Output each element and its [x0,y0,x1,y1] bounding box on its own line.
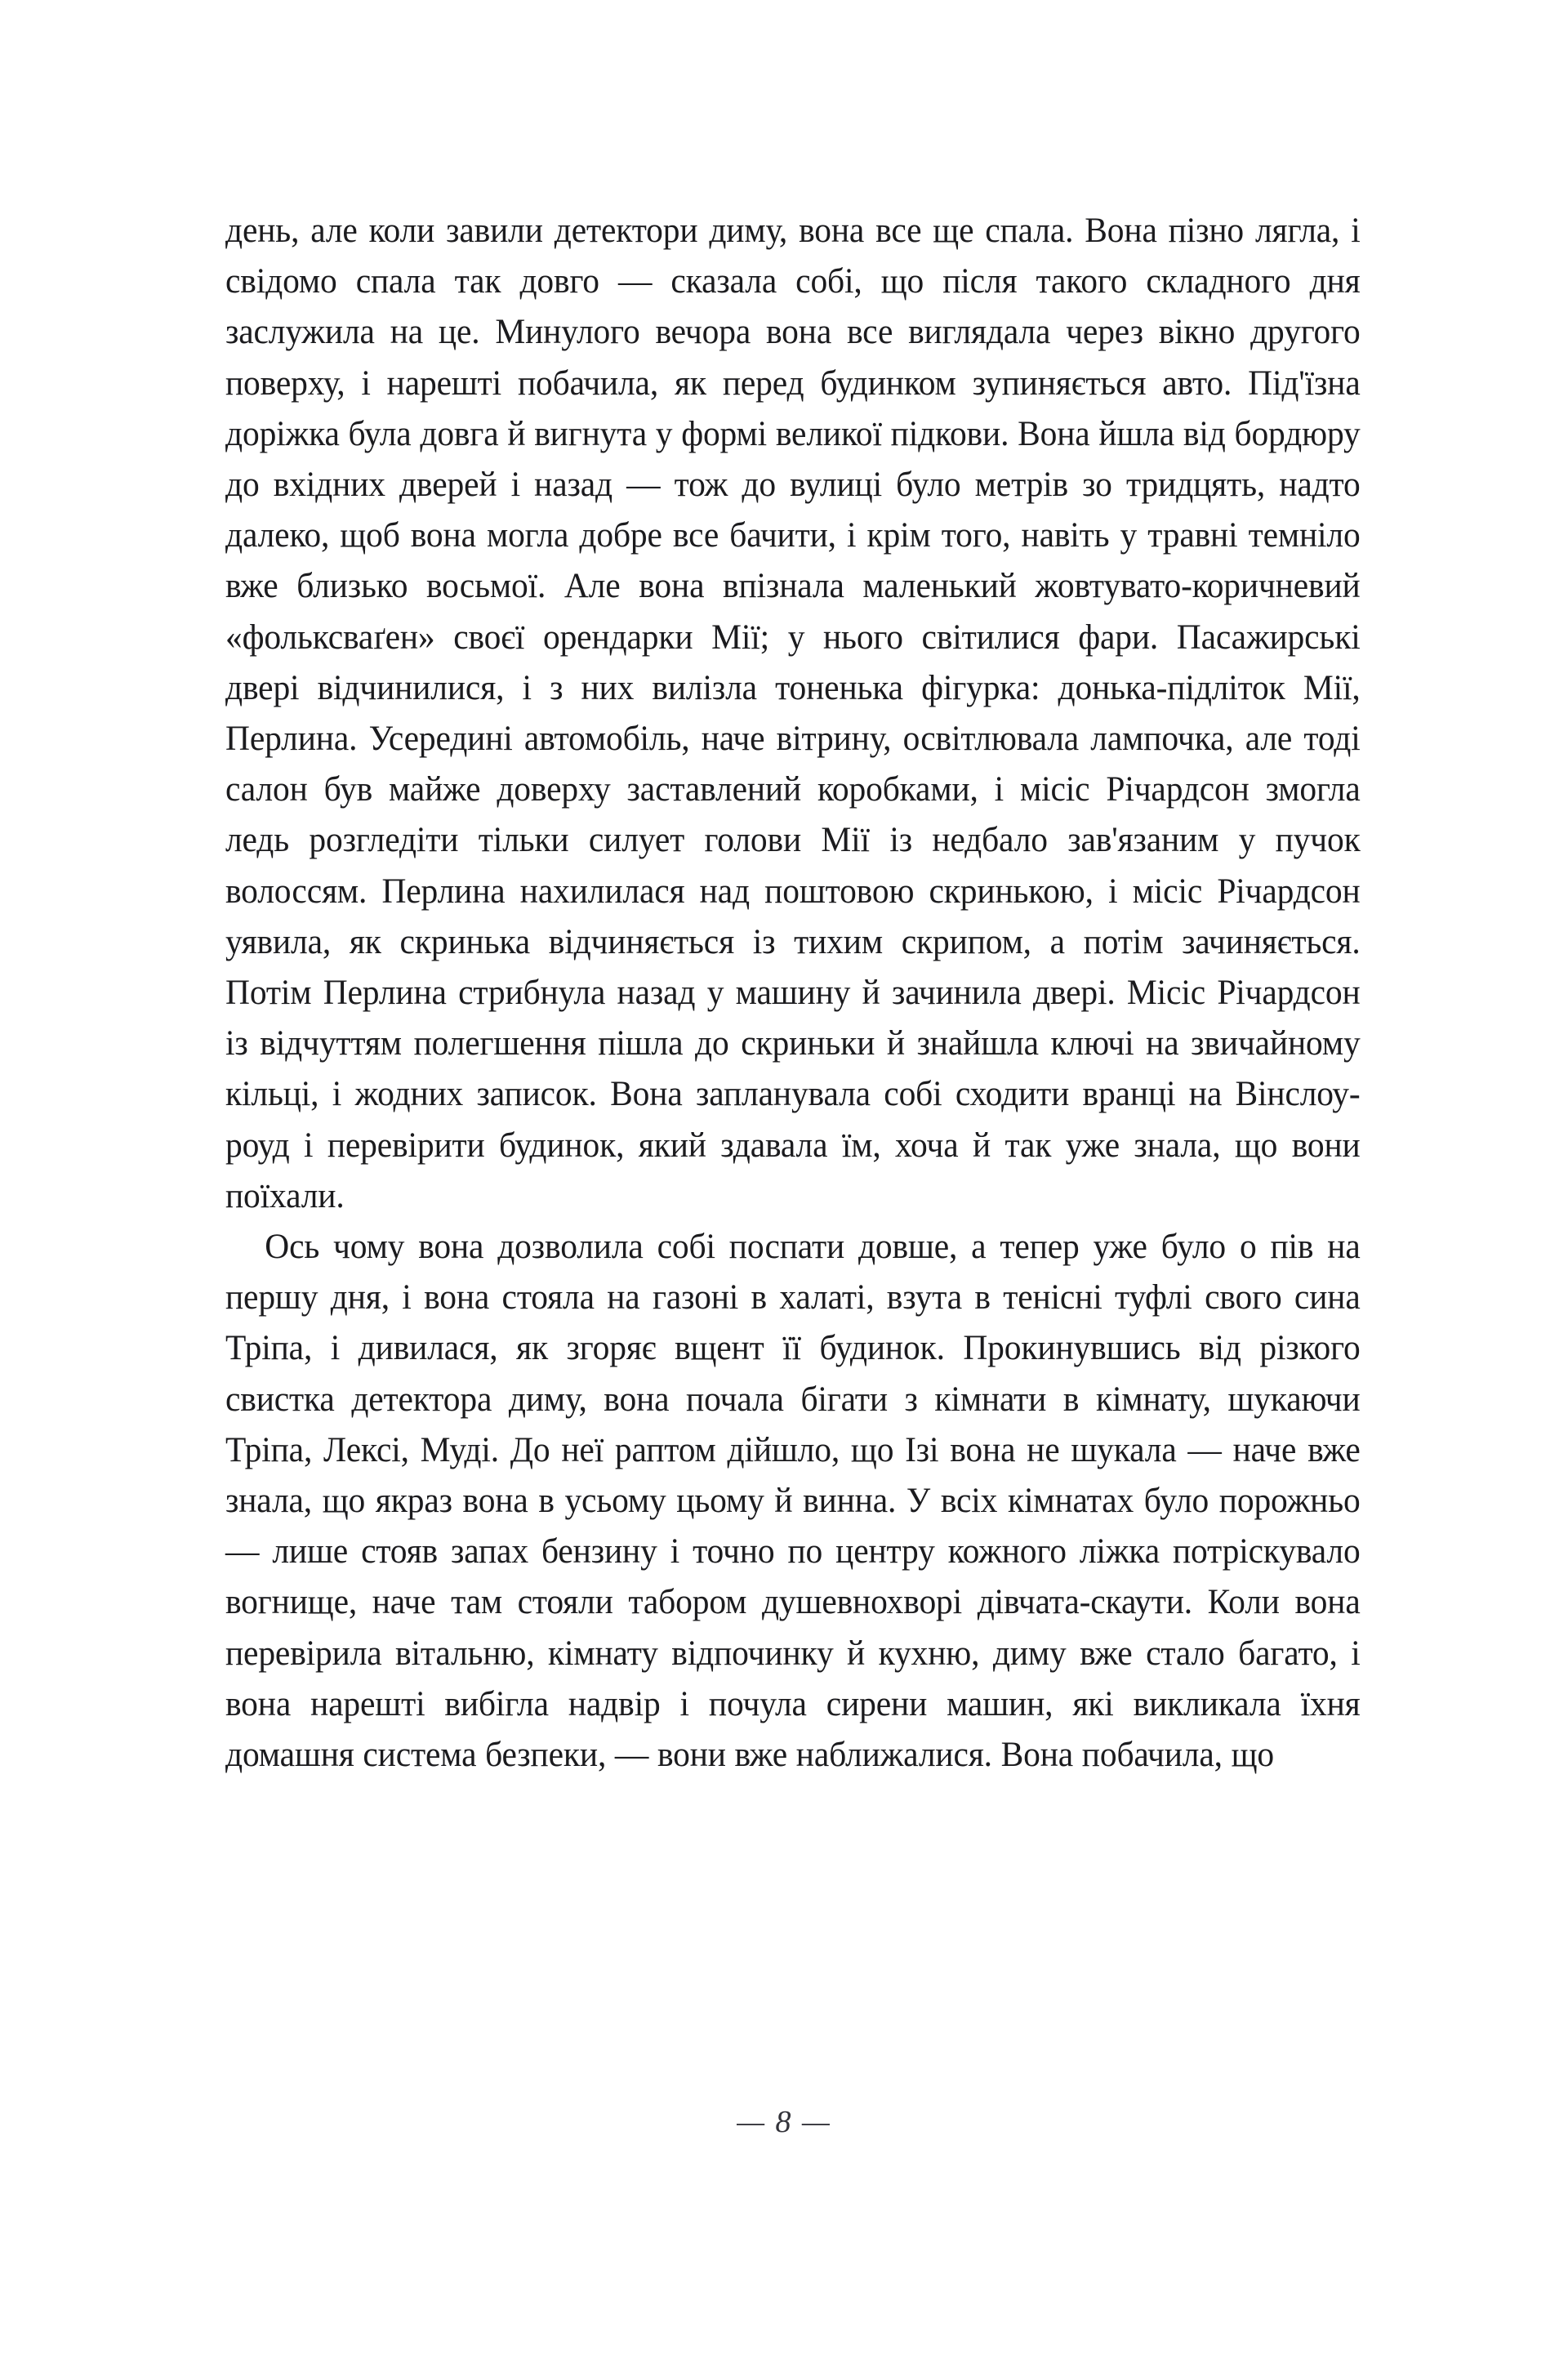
body-paragraph-1: день, але коли завили детектори диму, вона все ще спала. Вона пізно лягла, і свідомо спала так довго — сказала собі, що після такого складного дня заслужила на це. Минулого вечора вона все виглядала через вікно другого поверху, і нарешті побачила, як перед будинком зупиняється авто. Під'їзна доріжка була довга й вигнута у формі великої підкови. Вона йшла від бордюру до вхідних дверей і назад — тож до вулиці було метрів зо тридцять, надто далеко, щоб вона могла добре все бачити, і крім того, навіть у травні темніло вже близько восьмої. Але вона впізнала маленький жовтувато-коричневий «фольксваґен» своєї орендарки Мії; у нього світилися фари. Пасажирські двері відчинилися, і з них вилізла тоненька фігурка: донька-підліток Мії, Перлина. Усередині автомобіль, наче вітрину, освітлювала лампочка, але тоді салон був майже доверху заставлений коробками, і місіс Річардсон змогла ледь розгледіти тільки силует голови Мії із недбало зав'язаним у пучок волоссям. Перлина нахилилася над поштовою скринькою, і місіс Річардсон уявила, як скринька відчиняється із тихим скрипом, а потім зачиняється. Потім Перлина стрибнула назад у машину й зачинила двері. Місіс Річардсон із відчуттям полегшення пішла до скриньки й знайшла ключі на звичайному кільці, і жодних записок. Вона запланувала собі сходити вранці на Вінслоу-роуд і перевірити будинок, який здавала їм, хоча й так уже знала, що вони поїхали. [225,212,1361,1215]
page-text-block [225,206,1401,1781]
body-paragraph-2: Ось чому вона дозволила собі поспати довше, а тепер уже було о пів на першу дня, і вона стояла на газоні в халаті, взута в тенісні туфлі свого сина Тріпа, і дивилася, як згоряє вщент її будинок. Прокинувшись від різкого свистка детектора диму, вона почала бігати з кімнати в кімнату, шукаючи Тріпа, Лексі, Муді. До неї раптом дійшло, що Ізі вона не шукала — наче вже знала, що якраз вона в усьому цьому й винна. У всіх кімнатах було порожньо — лише стояв запах бензину і точно по центру кожного ліжка потріскувало вогнище, наче там стояли табором душевнохворі дівчата-скаути. Коли вона перевірила вітальню, кімнату відпочинку й кухню, диму вже стало багато, і вона нарешті вибігла надвір і почула сирени машин, які викликала їхня домашня система безпеки, — вони вже наближалися. Вона побачила, що [225,1228,1361,1775]
page-number: — 8 — [737,2105,831,2139]
